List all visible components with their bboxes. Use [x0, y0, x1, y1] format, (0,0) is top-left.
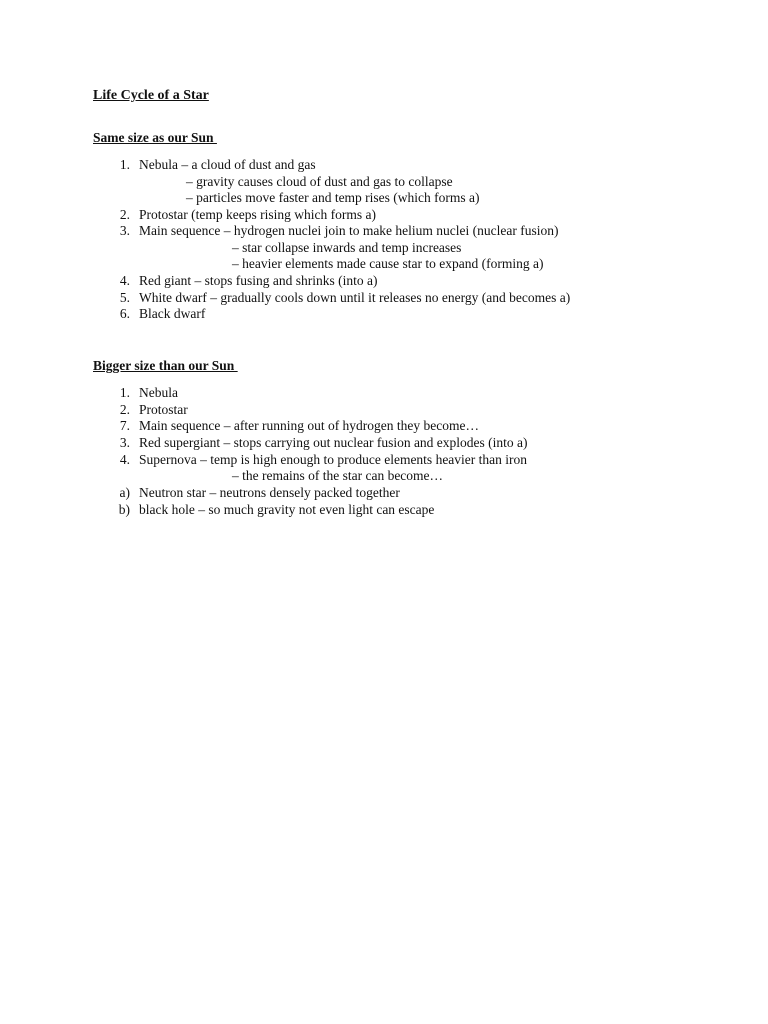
list-text: Nebula – a cloud of dust and gas [139, 157, 316, 172]
list-number: 2. [119, 402, 130, 417]
list-number: 2. [119, 207, 130, 222]
list-text: Main sequence – hydrogen nuclei join to make helium nuclei (nuclear fusion) [139, 223, 559, 238]
list-text: Black dwarf [139, 306, 206, 321]
section-heading-same-size: Same size as our Sun [93, 130, 217, 145]
list-text: Red giant – stops fusing and shrinks (into a) [139, 273, 378, 288]
list-number: 3. [119, 223, 130, 238]
list-number: 3. [119, 435, 130, 450]
list-text: – particles move faster and temp rises (which forms a) [186, 190, 480, 205]
list-text: – star collapse inwards and temp increases [232, 240, 462, 255]
list-text: White dwarf – gradually cools down until it releases no energy (and becomes a) [139, 290, 571, 305]
list-text: Nebula [139, 385, 178, 400]
list-text: Supernova – temp is high enough to produce elements heavier than iron [139, 452, 528, 467]
list-text: black hole – so much gravity not even light can escape [139, 502, 435, 517]
list-number: 4. [119, 452, 130, 467]
list-text: – heavier elements made cause star to expand (forming a) [232, 256, 544, 271]
list-text: Main sequence – after running out of hydrogen they become… [139, 418, 480, 433]
list-text: – gravity causes cloud of dust and gas to collapse [186, 174, 453, 189]
list-number: b) [118, 502, 130, 517]
list-number: 7. [119, 418, 130, 433]
list-number: 1. [119, 385, 130, 400]
document-title: Life Cycle of a Star [93, 88, 209, 103]
list-text: Red supergiant – stops carrying out nuclear fusion and explodes (into a) [139, 435, 528, 450]
list-text: Protostar (temp keeps rising which forms a) [139, 207, 376, 222]
list-text: Neutron star – neutrons densely packed together [139, 485, 400, 500]
list-number: 6. [119, 306, 130, 321]
list-number: 5. [119, 290, 130, 305]
list-number: 4. [119, 273, 130, 288]
list-number: 1. [119, 157, 130, 172]
section-heading-bigger-size: Bigger size than our Sun [93, 358, 238, 373]
list-text: Protostar [139, 402, 188, 417]
list-number: a) [119, 485, 130, 500]
list-text: – the remains of the star can become… [232, 468, 444, 483]
